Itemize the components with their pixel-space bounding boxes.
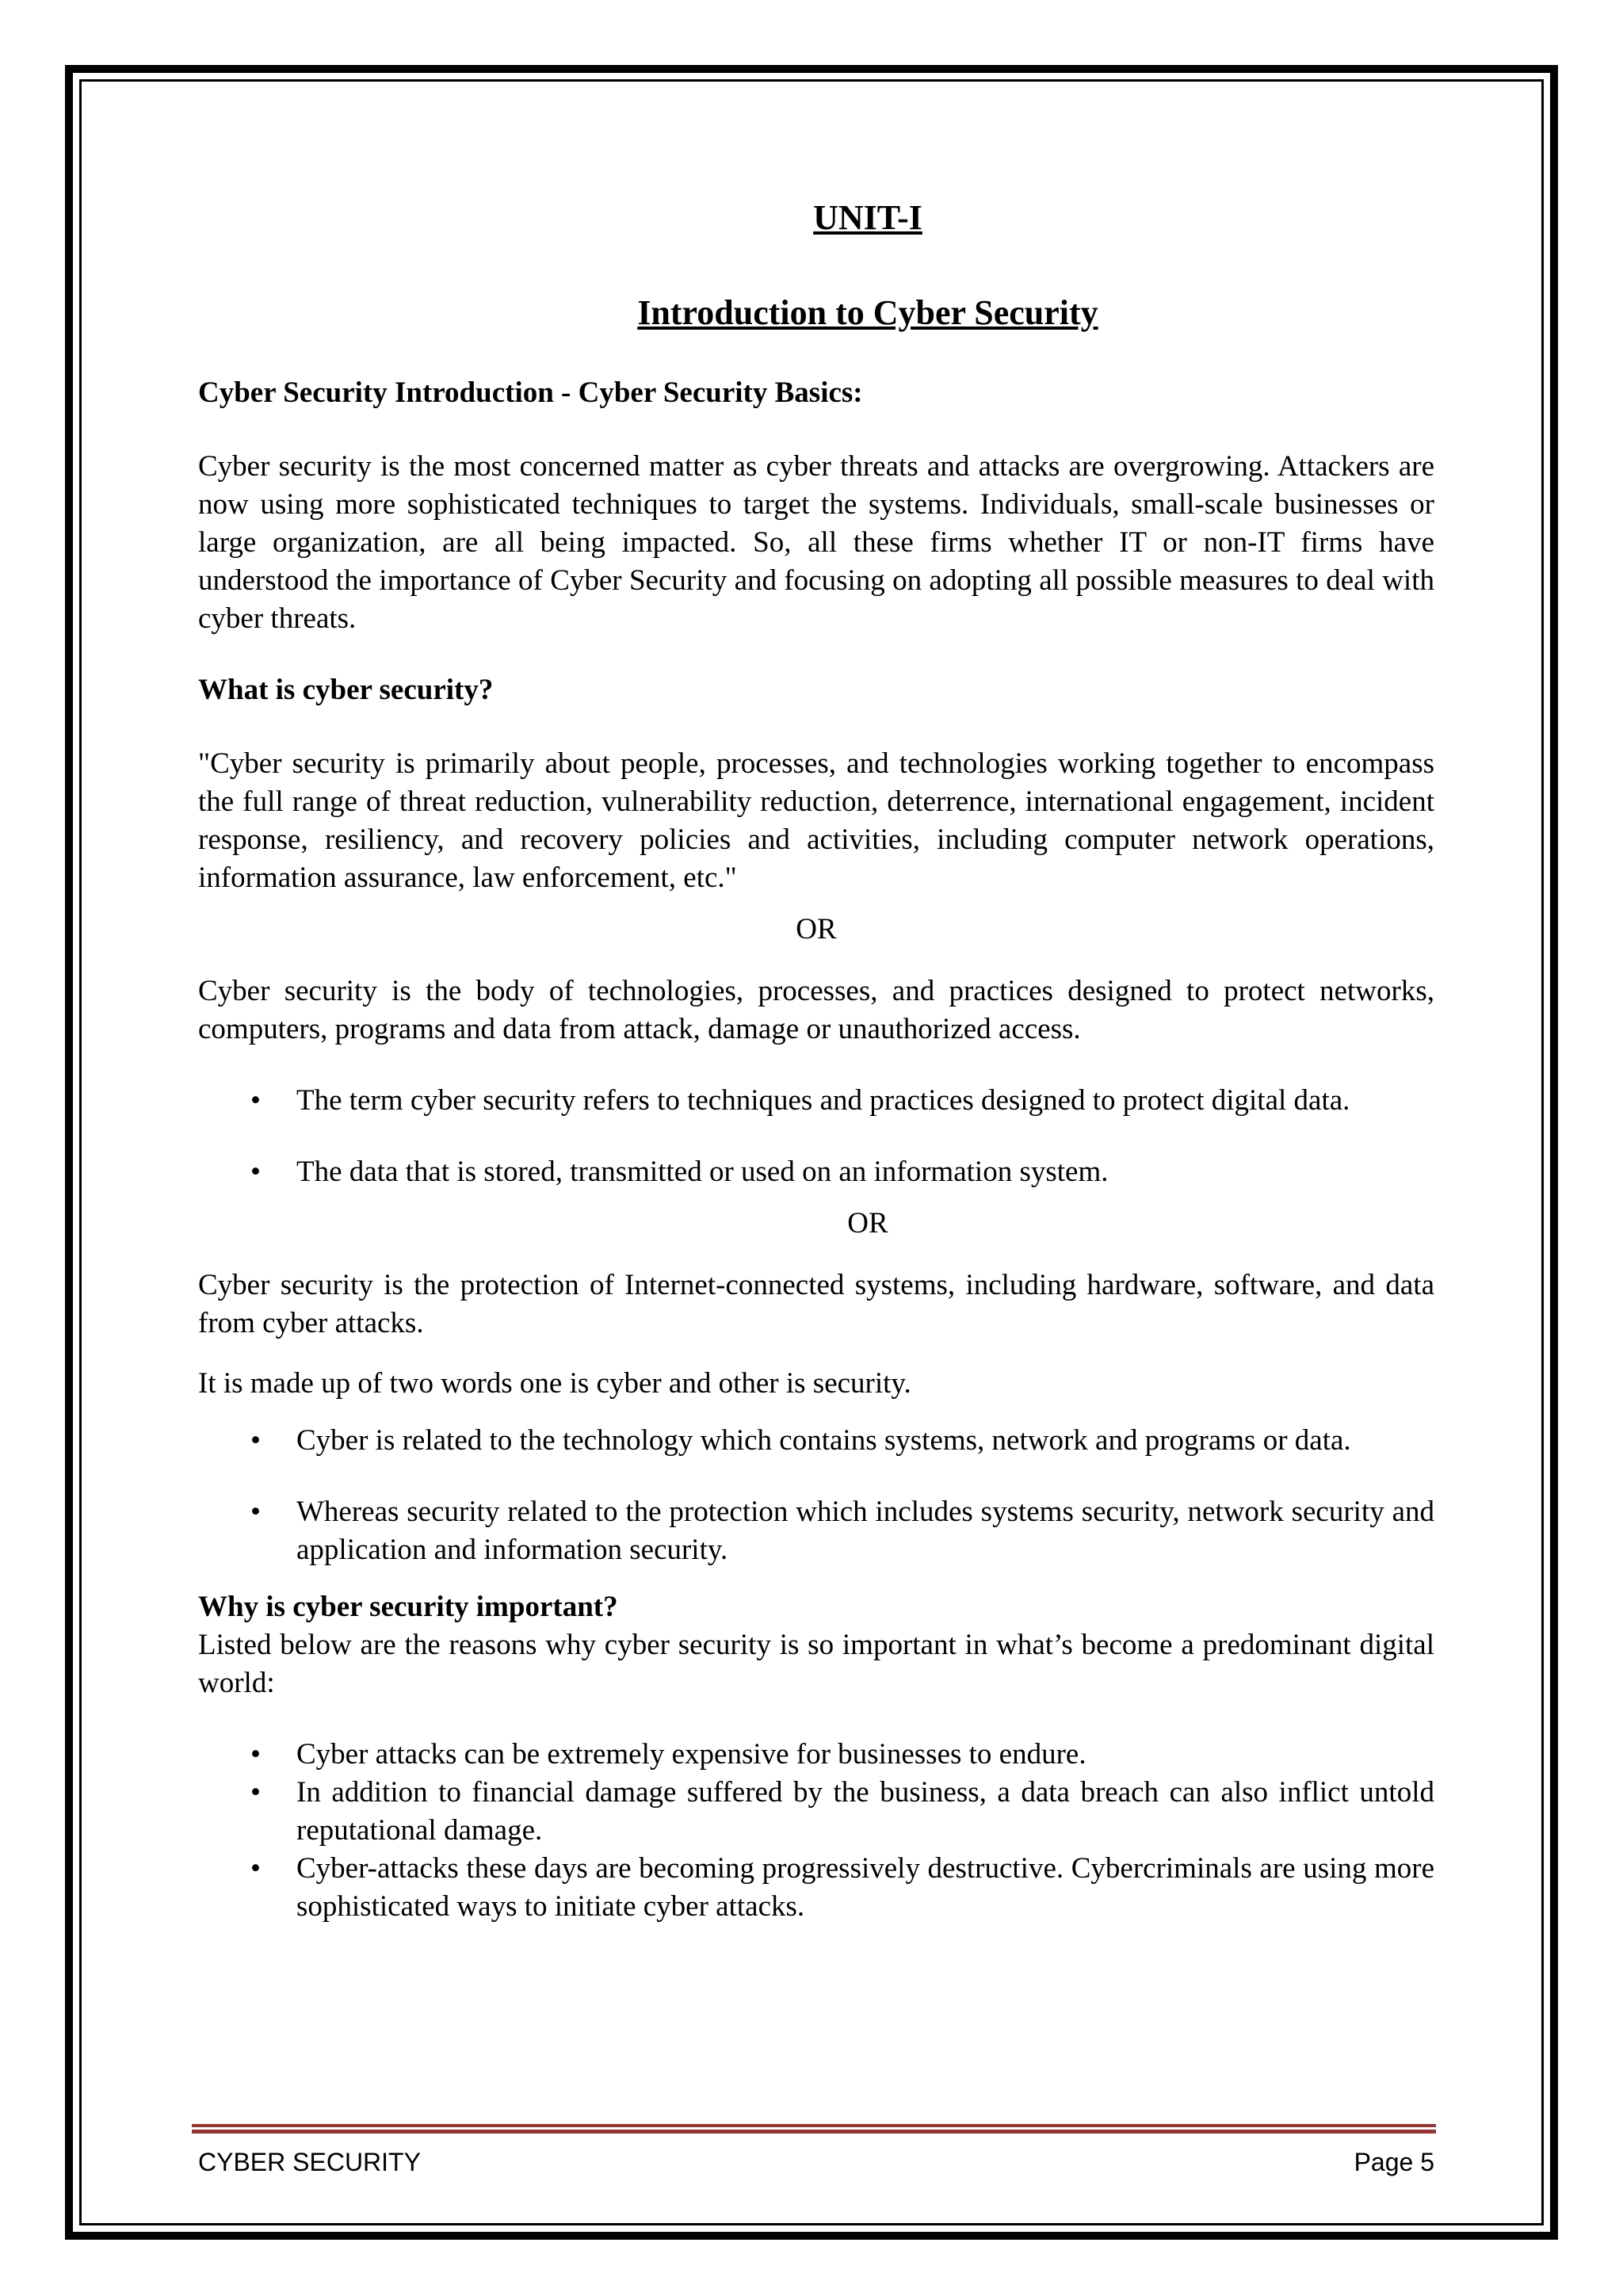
bullet-icon: • xyxy=(250,1156,261,1188)
list-item: • Cyber attacks can be extremely expensive for businesses to endure. xyxy=(296,1736,1434,1774)
list-item: • The term cyber security refers to techniques and practices designed to protect digital data. xyxy=(296,1082,1434,1120)
footer-rule xyxy=(192,2130,1436,2134)
or-separator: OR xyxy=(847,1207,888,1240)
list-item: • Whereas security related to the protection which includes systems security, network security and application and information security. xyxy=(296,1493,1434,1569)
bullet-icon: • xyxy=(250,1424,261,1457)
page-number: Page 5 xyxy=(1354,2148,1434,2176)
footer-title: CYBER SECURITY xyxy=(198,2148,421,2176)
bullet-icon: • xyxy=(250,1738,261,1771)
page-content xyxy=(198,190,1434,1926)
definition-paragraph: Cyber security is the protection of Internet-connected systems, including hardware, software, and data from cyber attacks. xyxy=(198,1269,1434,1339)
footer-rule xyxy=(192,2124,1436,2127)
definition-bullet-list xyxy=(198,1082,1434,1191)
section-heading-basics: Cyber Security Introduction - Cyber Security Basics: xyxy=(198,376,863,409)
unit-title: UNIT-I xyxy=(813,198,922,237)
page-title: Introduction to Cyber Security xyxy=(637,293,1098,332)
definition-paragraph: Cyber security is the body of technologies, processes, and practices designed to protect networks, computers, programs and data from attack, damage or unauthorized access. xyxy=(198,975,1434,1045)
bullet-icon: • xyxy=(250,1852,261,1885)
bullet-icon: • xyxy=(250,1084,261,1117)
bullet-icon: • xyxy=(250,1776,261,1809)
bullet-icon: • xyxy=(250,1496,261,1528)
section-heading-why: Why is cyber security important? xyxy=(198,1591,618,1623)
basics-paragraph: Cyber security is the most concerned matter as cyber threats and attacks are overgrowing. Attackers are now using more sophisticated techniques to target the systems. Individuals, small-scale businesses or large organization, are all being impacted. So, all these firms whether IT or non-IT firms have understood the importance of Cyber Security and focusing on adopting all possible measures to deal with cyber threats. xyxy=(198,450,1434,635)
two-words-paragraph: It is made up of two words one is cyber and other is security. xyxy=(198,1367,911,1400)
words-bullet-list xyxy=(198,1422,1434,1569)
why-intro-paragraph: Listed below are the reasons why cyber security is so important in what’s become a predominant digital world: xyxy=(198,1629,1434,1699)
or-separator: OR xyxy=(796,913,837,946)
definition-quote: "Cyber security is primarily about people, processes, and technologies working together to encompass the full range of threat reduction, vulnerability reduction, deterrence, international engagement, incident response, resiliency, and recovery policies and activities, including computer network operations, information assurance, law enforcement, etc." xyxy=(198,747,1434,894)
reasons-bullet-list xyxy=(198,1736,1434,1926)
list-item: • Cyber-attacks these days are becoming progressively destructive. Cybercriminals are using more sophisticated ways to initiate cyber attacks. xyxy=(296,1850,1434,1926)
list-item: • In addition to financial damage suffered by the business, a data breach can also inflict untold reputational damage. xyxy=(296,1774,1434,1850)
list-item: • The data that is stored, transmitted or used on an information system. xyxy=(296,1153,1434,1191)
list-item: • Cyber is related to the technology which contains systems, network and programs or data. xyxy=(296,1422,1434,1460)
section-heading-what: What is cyber security? xyxy=(198,674,494,706)
